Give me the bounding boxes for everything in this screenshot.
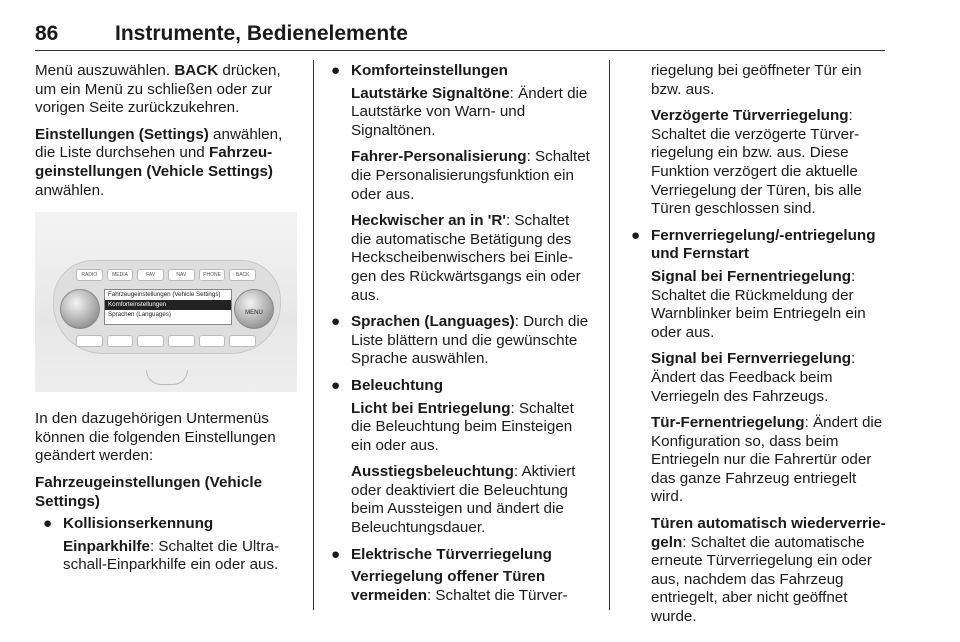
panel-button: BACK (229, 269, 256, 281)
paragraph: Einstellungen (Settings) anwählen, die Liste durchsehen und Fahrzeugeinstellungen (Vehicle Settings) anwählen. (35, 125, 283, 199)
list-item: ● Komforteinstellungen (331, 62, 508, 79)
sub-item: Signal bei Fernentriegelung: Schaltet die Rückmeldung der Warnblinker beim Entriegeln ein oder aus. (651, 267, 866, 341)
sub-item: Einparkhilfe: Schaltet die Ultraschall-Einparkhilfe ein oder aus. (63, 537, 280, 574)
sub-item: Türen automatisch wiederverriegeln: Schaltet die automatische erneute Türverriegelung ein oder aus, nachdem das Fahrzeug entriegelt, aber nicht geöffnet wurde. (651, 515, 886, 626)
bullet-icon: ● (331, 376, 341, 394)
menu-item: Sprachen (Languages) (108, 311, 171, 319)
sub-item: Verzögerte Türverriegelung: Schaltet die verzögerte Türverriegelung ein bzw. aus. Diese Funktion verzögert die aktuelle Verriegelung der Türen, bis alle Türen geschlossen sind. (651, 107, 862, 218)
panel-button (107, 335, 134, 347)
column-1 (35, 62, 297, 583)
panel-button: MEDIA (107, 269, 134, 281)
panel-button: FAV (137, 269, 164, 281)
sub-item: riegelung bei geöffneter Tür ein bzw. aus. (651, 62, 862, 98)
panel-button: RADIO (76, 269, 103, 281)
list-item: ● Elektrische Türverriegelung (331, 545, 552, 563)
paragraph: In den dazugehörigen Untermenüs können die folgenden Einstellungen geändert werden: (35, 410, 276, 465)
bullet-icon: ● (331, 313, 341, 331)
menu-item-selected: Komforteinstellungen (105, 300, 231, 310)
column-2 (331, 62, 593, 613)
sub-item: Heckwischer an in 'R': Schaltet die automatische Betätigung des Heckscheibenwischers bei Einlegen des Rückwärtsgangs ein oder aus. (351, 212, 581, 304)
panel-button: PHONE (199, 269, 226, 281)
sub-item: Licht bei Entriegelung: Schaltet die Beleuchtung beim Einsteigen ein oder aus. (351, 399, 574, 454)
sub-item: Signal bei Fernverriegelung: Ändert das Feedback beim Verriegeln des Fahrzeugs. (651, 350, 856, 405)
panel-button (137, 335, 164, 347)
column-divider (609, 60, 610, 610)
panel-button (168, 335, 195, 347)
bullet-icon: ● (631, 226, 641, 244)
list-item: ● Fernverriegelung/-entriegelung und Fernstart (631, 226, 876, 263)
panel-button (199, 335, 226, 347)
top-button-row (76, 269, 256, 281)
display-screen (104, 289, 232, 325)
page-header (35, 22, 885, 52)
panel-button (229, 335, 256, 347)
sub-item: Fahrer-Personalisierung: Schaltet die Personalisierungsfunktion ein oder aus. (351, 148, 590, 203)
bottom-button-row (76, 335, 256, 347)
panel-button (76, 335, 103, 347)
volume-knob (60, 289, 100, 329)
vent-shape (146, 370, 188, 385)
bullet-icon: ● (43, 515, 53, 533)
list-item: ● Sprachen (Languages): Durch die Liste blättern und die gewünschte Sprache auswählen. (331, 313, 589, 368)
column-divider (313, 60, 314, 610)
sub-item: Ausstiegsbeleuchtung: Aktiviert oder deaktiviert die Beleuchtung beim Aussteigen und ändert die Beleuchtungsdauer. (351, 463, 576, 537)
bullet-icon: ● (331, 545, 341, 563)
menu-item: Fahrzeugeinstellungen (Vehicle Settings) (108, 291, 221, 299)
control-panel (53, 260, 281, 354)
page-number: 86 (35, 22, 59, 45)
paragraph: Menü auszuwählen. BACK drücken, um ein Menü zu schließen oder zur vorigen Seite zurückzukehren. (35, 62, 281, 117)
list-item: ● Beleuchtung (331, 376, 443, 394)
list-item: ● Kollisionserkennung (43, 515, 214, 533)
chapter-title: Instrumente, Bedienelemente (115, 22, 408, 45)
sub-item: Tür-Fernentriegelung: Ändert die Konfiguration so, dass beim Entriegeln nur die Fahrertür oder das ganze Fahrzeug entriegelt wird. (651, 414, 883, 506)
column-3 (631, 62, 889, 635)
section-title: Fahrzeugeinstellungen (Vehicle Settings) (35, 473, 263, 510)
header-rule (35, 50, 885, 51)
menu-knob: MENU (234, 289, 274, 329)
sub-item: Lautstärke Signaltöne: Ändert die Lautstärke von Warn- und Signaltönen. (351, 84, 588, 139)
infotainment-panel-figure (35, 212, 297, 392)
bullet-icon: ● (331, 62, 341, 79)
sub-item: Verriegelung offener Türen vermeiden: Schaltet die Türver- (351, 568, 568, 604)
panel-button: NAV (168, 269, 195, 281)
